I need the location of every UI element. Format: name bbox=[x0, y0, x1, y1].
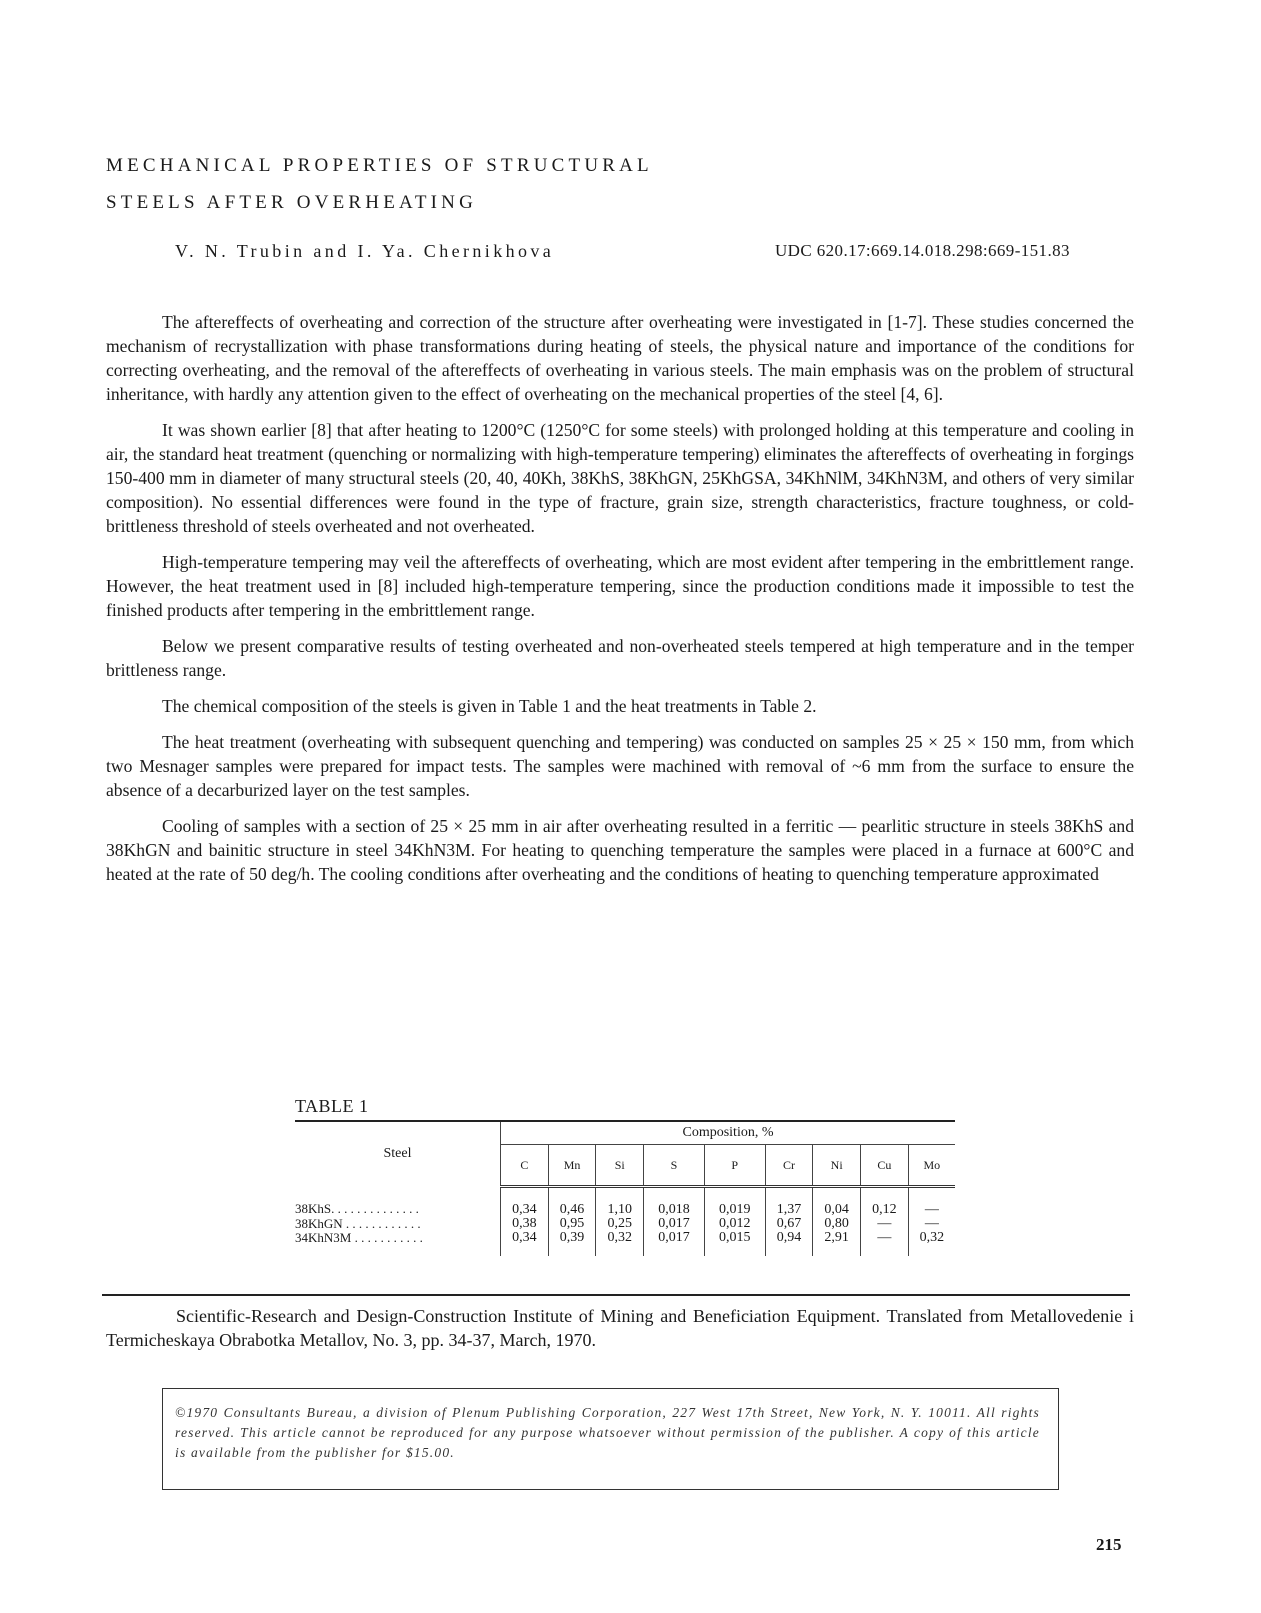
footnote: Scientific-Research and Design-Construction Institute of Mining and Beneficiation Equipment. Translated from Metallovedenie i Termicheskaya Obrabotka Metallov, No. 3, pp. 34-37, March, 1970. bbox=[106, 1306, 1134, 1350]
steel-name: 38KhS. . . . . . . . . . . . . . bbox=[295, 1200, 419, 1216]
table-cell: 0,80 bbox=[813, 1216, 861, 1230]
composition-header: Composition, % bbox=[501, 1121, 956, 1145]
copyright-notice: ©1970 Consultants Bureau, a division of Plenum Publishing Corporation, 227 West 17th Street, New York, N. Y. 10011. All rights reserved. This article cannot be reproduced for any purpose whatsoever without permission of the publisher. A copy of this article is available from the publisher for $15.00. bbox=[175, 1405, 1040, 1460]
table-cell: — bbox=[861, 1230, 909, 1256]
table-cell: — bbox=[908, 1216, 955, 1230]
title-line-1: MECHANICAL PROPERTIES OF STRUCTURAL bbox=[106, 155, 653, 176]
table-row bbox=[295, 1216, 955, 1230]
paragraph: The aftereffects of overheating and correction of the structure after overheating were investigated in [1-7]. These studies concerned the mechanism of recrystallization with phase transformations during heating of steels, the physical nature and importance of the conditions for correcting overheating, and the removal of the aftereffects of overheating in various steels. The main emphasis was on the problem of structural inheritance, with hardly any attention given to the effect of overheating on the mechanical properties of the steel [4, 6]. bbox=[106, 312, 1134, 404]
column-header: Cu bbox=[861, 1145, 909, 1187]
column-header: S bbox=[644, 1145, 705, 1187]
steel-header: Steel bbox=[295, 1121, 501, 1187]
column-header: Mo bbox=[908, 1145, 955, 1187]
footnote-rule bbox=[102, 1294, 1130, 1296]
table-cell: — bbox=[861, 1216, 909, 1230]
table-cell: 0,12 bbox=[861, 1187, 909, 1217]
table-cell: 0,34 bbox=[501, 1187, 549, 1217]
table-cell: 1,37 bbox=[765, 1187, 813, 1217]
table-cell: 0,019 bbox=[704, 1187, 765, 1217]
table-cell: 0,34 bbox=[501, 1230, 549, 1256]
table-row bbox=[295, 1187, 955, 1217]
table-cell: — bbox=[908, 1187, 955, 1217]
table-cell: 0,32 bbox=[596, 1230, 644, 1256]
table-cell: 0,38 bbox=[501, 1216, 549, 1230]
body-text bbox=[106, 310, 1134, 898]
column-header: C bbox=[501, 1145, 549, 1187]
paragraph: High-temperature tempering may veil the aftereffects of overheating, which are most evident after tempering in the embrittlement range. However, the heat treatment used in [8] included high-temperature tempering, since the production conditions made it impossible to test the finished products after tempering in the embrittlement range. bbox=[106, 552, 1134, 620]
column-header: Si bbox=[596, 1145, 644, 1187]
authors: V. N. Trubin and I. Ya. Chernikhova bbox=[175, 241, 555, 261]
steel-name: 34KhN3M . . . . . . . . . . . bbox=[295, 1229, 423, 1245]
paragraph: It was shown earlier [8] that after heating to 1200°C (1250°C for some steels) with prolonged holding at this temperature and cooling in air, the standard heat treatment (quenching or normalizing with high-temperature tempering) eliminates the aftereffects of overheating in forgings 150-400 mm in diameter of many structural steels (20, 40, 40Kh, 38KhS, 38KhGN, 25KhGSA, 34KhNlM, 34KhN3M, and others of very similar composition). No essential differences were found in the type of fracture, grain size, strength characteristics, fracture toughness, or cold-brittleness threshold of steels overheated and not overheated. bbox=[106, 420, 1134, 536]
steel-name: 38KhGN . . . . . . . . . . . . bbox=[295, 1215, 421, 1231]
table-cell: 0,94 bbox=[765, 1230, 813, 1256]
table-cell: 0,018 bbox=[644, 1187, 705, 1217]
paragraph: The heat treatment (overheating with subsequent quenching and tempering) was conducted on samples 25 × 25 × 150 mm, from which two Mesnager samples were prepared for impact tests. The samples were machined with removal of ~6 mm from the surface to ensure the absence of a decarburized layer on the test samples. bbox=[106, 732, 1134, 800]
column-header: Cr bbox=[765, 1145, 813, 1187]
udc-code: UDC 620.17:669.14.018.298:669-151.83 bbox=[775, 241, 1070, 260]
table-cell: 0,32 bbox=[908, 1230, 955, 1256]
copyright-box bbox=[162, 1388, 1059, 1490]
table-cell: 0,46 bbox=[548, 1187, 596, 1217]
table-cell: 0,67 bbox=[765, 1216, 813, 1230]
paragraph: The chemical composition of the steels is given in Table 1 and the heat treatments in Table 2. bbox=[162, 696, 817, 716]
table-cell: 0,012 bbox=[704, 1216, 765, 1230]
column-header: Ni bbox=[813, 1145, 861, 1187]
composition-table bbox=[295, 1120, 955, 1256]
table-cell: 0,017 bbox=[644, 1216, 705, 1230]
column-header: P bbox=[704, 1145, 765, 1187]
table-cell: 0,25 bbox=[596, 1216, 644, 1230]
table-cell: 0,015 bbox=[704, 1230, 765, 1256]
table-cell: 0,017 bbox=[644, 1230, 705, 1256]
title-line-2: STEELS AFTER OVERHEATING bbox=[106, 192, 478, 213]
paragraph: Below we present comparative results of testing overheated and non-overheated steels tempered at high temperature and in the temper brittleness range. bbox=[106, 636, 1134, 680]
table-row bbox=[295, 1230, 955, 1256]
page-number: 215 bbox=[1096, 1535, 1122, 1554]
table-label: TABLE 1 bbox=[295, 1096, 369, 1116]
table-cell: 1,10 bbox=[596, 1187, 644, 1217]
table-cell: 0,39 bbox=[548, 1230, 596, 1256]
table-cell: 2,91 bbox=[813, 1230, 861, 1256]
column-header: Mn bbox=[548, 1145, 596, 1187]
paragraph: Cooling of samples with a section of 25 × 25 mm in air after overheating resulted in a ferritic — pearlitic structure in steels 38KhS and 38KhGN and bainitic structure in steel 34KhN3M. For heating to quenching temperature the samples were placed in a furnace at 600°C and heated at the rate of 50 deg/h. The cooling conditions after overheating and the conditions of heating to quenching temperature approximated bbox=[106, 816, 1134, 884]
table-cell: 0,04 bbox=[813, 1187, 861, 1217]
table-cell: 0,95 bbox=[548, 1216, 596, 1230]
